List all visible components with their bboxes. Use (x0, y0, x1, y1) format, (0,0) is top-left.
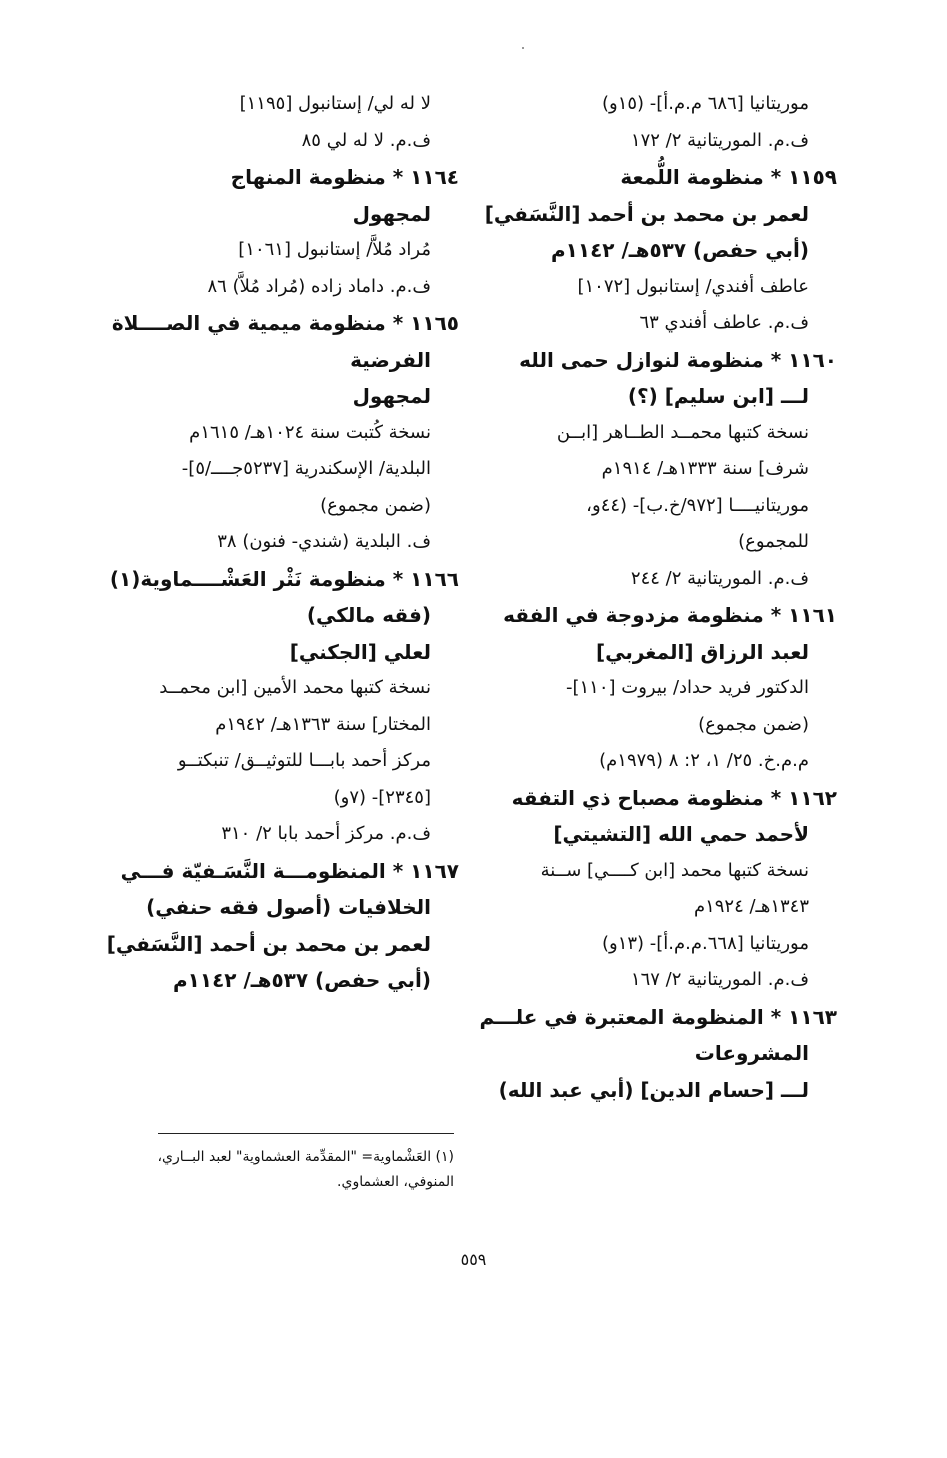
entry-line: شرف] سنة ١٣٣٣هـ/ ١٩١٤م (601, 458, 809, 479)
entry-line: لمجهول (352, 201, 431, 226)
entry-line: نسخة كتبها محمد الأمين [ابن محمــد (159, 677, 431, 698)
entry-line: نسخة كُتبت سنة ١٠٢٤هـ/ ١٦١٥م (189, 421, 431, 443)
entry-line: مركز أحمد بابـــا للتوثيــق/ تنبكتــو (177, 750, 431, 771)
entry-line: ف.م. الموريتانية ٢/ ١٦٧ (630, 969, 809, 990)
footnote (154, 1145, 454, 1195)
entry-line: المختار] سنة ١٣٦٣هـ/ ١٩٤٢م (215, 713, 431, 735)
entry-line: موريتانيــــا [٩٧٢/خ.ب]- (٤٤و، (586, 494, 809, 516)
entry-line: ١٣٤٣هـ/ ١٩٢٤م (693, 896, 809, 917)
entry-line: ف.م. عاطف أفندي ٦٣ (639, 312, 809, 333)
entry-line: مُراد مُلاَّ/ إستانبول [١٠٦١] (238, 239, 431, 260)
entry-line: لعمر بن محمد بن أحمد [النَّسَفي] (484, 201, 809, 226)
entry-line: لا له لي/ إستانبول [١١٩٥] (239, 93, 431, 114)
entry-line: لـــ [حسام الدين] (أبي عبد الله) (498, 1077, 809, 1102)
entry-line: المشروعات (694, 1041, 809, 1065)
entry-line: م.م.خ. ٢٥/ ١، ٢: ٨ (١٩٧٩م) (599, 750, 809, 771)
entry-heading: ١١٦٧ * المنظومـــة النَّسَـفيّة فـــي (120, 858, 459, 883)
entry-heading: ١١٦٦ * منظومة نَثْر العَشْــــماوية(١) (109, 566, 459, 591)
entry-line: ف.م. الموريتانية ٢/ ٢٤٤ (630, 567, 809, 589)
entry-line: ف.م. الموريتانية ٢/ ١٧٢ (630, 129, 809, 151)
entry-heading: ١١٦٤ * منظومة المنهاج (230, 165, 459, 189)
entry-line: الخلافيات (أصول فقه حنفي) (146, 895, 431, 919)
entry-line: (ضمن مجموع) (698, 713, 809, 735)
entry-line: ف. البلدية (شندي- فنون) ٣٨ (217, 531, 431, 552)
entry-line: لعمر بن محمد بن أحمد [النَّسَفي] (106, 931, 431, 956)
entry-line: (ضمن مجموع) (320, 494, 431, 516)
entry-heading: ١١٦٢ * منظومة مصباح ذي التفقه (511, 785, 837, 810)
entry-heading: ١١٦٣ * المنظومة المعتبرة في علـــم (479, 1004, 837, 1029)
scan-speck (522, 47, 524, 49)
entry-line: موريتانيا [٦٨٦ م.م.أ]- (١٥و) (601, 93, 809, 114)
entry-line: الدكتور فريد حداد/ بيروت [١١٠]- (565, 677, 809, 698)
entry-line: (أبي حفص) ٥٣٧هـ/ ١١٤٢م (172, 968, 431, 992)
entry-line: للمجموع) (738, 531, 809, 552)
entry-line: [٢٣٤٥]- (٧و) (333, 786, 431, 808)
entry-line: الفرضية (350, 347, 431, 372)
entry-line: لمجهول (352, 384, 431, 408)
entry-line: ف.م. مركز أحمد بابا ٢/ ٣١٠ (221, 823, 431, 844)
footnote-separator (158, 1133, 454, 1134)
entry-line: ف.م. لا له لي ٨٥ (301, 129, 431, 151)
footnote-line: المنوفي، العشماوي. (337, 1174, 454, 1190)
entry-line: لعبد الرزاق [المغربي] (595, 639, 809, 664)
entry-heading: ١١٦١ * منظومة مزدوجة في الفقه (503, 603, 837, 627)
entry-line: نسخة كتبها محمد [ابن كــــي] ســنة (540, 859, 809, 881)
entry-line: عاطف أفندي/ إستانبول [١٠٧٢] (577, 275, 809, 297)
right-column (479, 86, 837, 1108)
page-number: ٥٥٩ (460, 1250, 487, 1269)
entry-line: لعلي [الجكني] (289, 639, 431, 664)
entry-line: لأحمد حمي الله [التشيتي] (553, 822, 809, 846)
entry-heading: ١١٦٠ * منظومة لنوازل حمى الله (519, 347, 837, 372)
entry-line: (فقه مالكي) (306, 603, 431, 627)
entry-heading: ١١٥٩ * منظومة اللُّمعة (620, 165, 837, 189)
entry-line: نسخة كتبها محمــد الطــاهر [ابــن (556, 421, 809, 443)
entry-line: موريتانيا [٦٦٨.م.م.أ]- (١٣و) (601, 932, 809, 954)
entry-line: ف.م. داماد زاده (مُراد مُلاَّ) ٨٦ (207, 275, 431, 297)
entry-heading: ١١٦٥ * منظومة ميمية في الصــــلاة (111, 311, 459, 335)
left-column (106, 86, 459, 999)
entry-line: (أبي حفص) ٥٣٧هـ/ ١١٤٢م (550, 238, 809, 262)
entry-line: البلدية/ الإسكندرية [٥٢٣٧جــــ/٥]- (181, 458, 431, 479)
footnote-line: (١) العَشْماوية= "المقدِّمة العشماوية" لعبد البــاري، (157, 1149, 454, 1165)
entry-line: لـــ [ابن سليم] (؟) (627, 384, 809, 408)
